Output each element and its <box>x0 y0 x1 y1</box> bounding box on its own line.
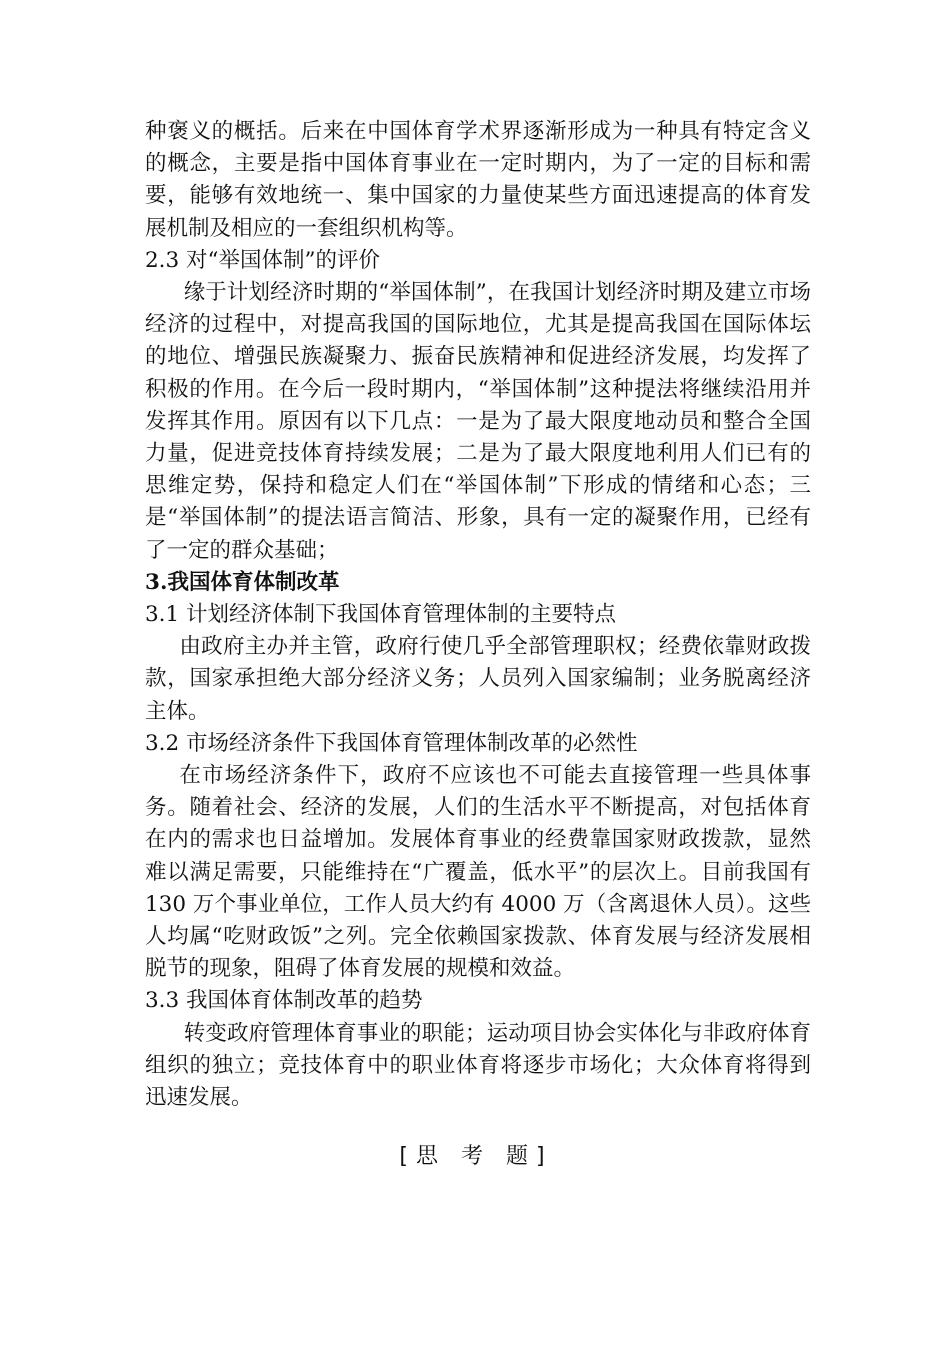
section-heading-3: 3.我国体育体制改革 <box>145 569 340 595</box>
paragraph-evaluation: 缘于计划经济时期的“举国体制”，在我国计划经济时期及建立市场经济的过程中，对提高我国的国际地位，尤其是提高我国在国际体坛的地位、增强民族凝聚力、振奋民族精神和促进经济发展，均发挥了积极的作用。在今后一段时期内，“举国体制”这种提法将继续沿用并发挥其作用。原因有以下几点：一是为了最大限度地动员和整合全国力量，促进竞技体育持续发展；二是为了最大限度地利用人们已有的思维定势，保持和稳定人们在“举国体制”下形成的情绪和心态；三是“举国体制”的提法语言简洁、形象，具有一定的凝聚作用，已经有了一定的群众基础； <box>145 280 811 563</box>
section-heading-3-3: 3.3 我国体育体制改革的趋势 <box>145 988 423 1014</box>
paragraph-market-economy-necessity: 在市场经济条件下，政府不应该也不可能去直接管理一些具体事务。随着社会、经济的发展，人们的生活水平不断提高，对包括体育在内的需求也日益增加。发展体育事业的经费靠国家财政拨款，显然难以满足需要，只能维持在“广覆盖，低水平”的层次上。目前我国有 130 万个事业单位，工作人员大约有 4000 万（含离退休人员）。这些人均属“吃财政饭”之列。完全依赖国家拨款、体育发展与经济发展相脱节的现象，阻碍了体育发展的规模和效益。 <box>145 763 811 982</box>
paragraph-planned-economy-features: 由政府主办并主管，政府行使几乎全部管理职权；经费依靠财政拨款，国家承担绝大部分经济义务；人员列入国家编制；业务脱离经济主体。 <box>145 634 811 724</box>
document-body <box>145 116 811 1114</box>
paragraph-continued-definition: 种褒义的概括。后来在中国体育学术界逐渐形成为一种具有特定含义的概念，主要是指中国体育事业在一定时期内，为了一定的目标和需要，能够有效地统一、集中国家的力量使某些方面迅速提高的体育发展机制及相应的一套组织机构等。 <box>145 119 811 241</box>
section-heading-3-2: 3.2 市场经济条件下我国体育管理体制改革的必然性 <box>145 730 638 756</box>
thinking-questions-title: [思 考 题] <box>399 1144 553 1169</box>
paragraph-reform-trends: 转变政府管理体育事业的职能；运动项目协会实体化与非政府体育组织的独立；竞技体育中的职业体育将逐步市场化；大众体育将得到迅速发展。 <box>145 1020 811 1111</box>
section-heading-3-1: 3.1 计划经济体制下我国体育管理体制的主要特点 <box>145 602 617 628</box>
section-heading-2-3: 2.3 对“举国体制”的评价 <box>145 247 381 273</box>
